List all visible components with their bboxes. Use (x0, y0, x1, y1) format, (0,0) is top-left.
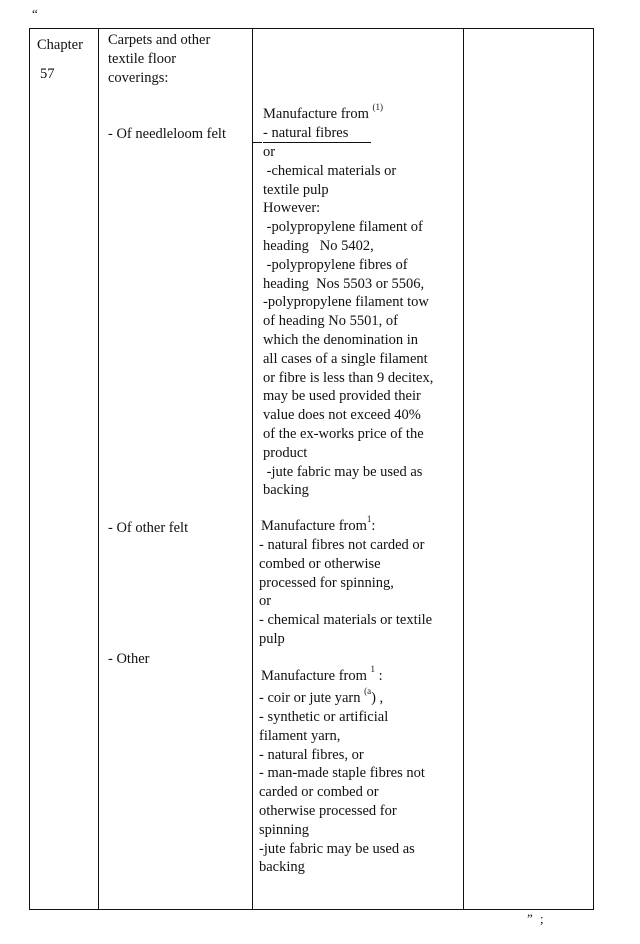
block1-details (263, 143, 433, 500)
block1-line: -polypropylene filament of (263, 219, 423, 236)
block3-line: carded or combed or (259, 784, 379, 801)
block1-line: -polypropylene fibres of (263, 256, 408, 273)
heading-line-3: coverings: (108, 70, 169, 86)
block1-line: value does not exceed 40% (263, 407, 421, 424)
block1-natural-fibres: - natural fibres (263, 125, 349, 141)
block2-line: or (259, 593, 272, 610)
block1-line: heading No 5402, (263, 237, 374, 254)
heading-line-1: Carpets and other (108, 32, 211, 48)
block2-line: - chemical materials or textile (259, 612, 433, 629)
block3-coir-jute-tail: ) , (371, 690, 384, 706)
block1-line: which the denomination in (263, 331, 419, 348)
chapter-number: 57 (40, 66, 55, 82)
block3-line: otherwise processed for (259, 802, 397, 819)
block2-title (261, 514, 376, 536)
block3-line: backing (259, 859, 305, 876)
block1-line: of heading No 5501, of (263, 313, 398, 330)
block3-footnote-ref: 1 (370, 664, 376, 675)
block1-line: However: (263, 200, 321, 217)
chapter-label: Chapter (37, 37, 83, 53)
block3-line: - man-made staple fibres not (259, 765, 425, 782)
block2-footnote-ref: 1 (366, 514, 372, 525)
heading-line-2: textile floor (108, 51, 177, 67)
block3-line: - synthetic or artificial (259, 709, 389, 725)
block2-title-colon: : (371, 518, 376, 534)
block1-underline-stub (252, 142, 262, 143)
block1-line: heading Nos 5503 or 5506, (263, 275, 425, 292)
block1-line: may be used provided their (263, 388, 421, 405)
block1-line: -chemical materials or (263, 162, 397, 179)
block2-title-text: Manufacture from (261, 518, 367, 534)
opening-quote-mark: “ (32, 6, 38, 21)
block3-line: filament yarn, (259, 727, 341, 744)
block1-line: -polypropylene filament tow (263, 294, 429, 311)
block1-line: or (263, 144, 276, 160)
block2-details (259, 536, 432, 649)
block3-line: -jute fabric may be used as (259, 840, 415, 857)
block3-title-colon: : (378, 668, 383, 684)
block2-line: combed or otherwise (259, 555, 381, 572)
block3-coir-jute (259, 686, 384, 708)
item-other: - Other (108, 651, 150, 667)
block2-line: processed for spinning, (259, 574, 394, 591)
column-divider-2 (252, 28, 253, 910)
block3-footnote-a: (a (364, 686, 372, 697)
closing-quote-mark: ” ; (527, 911, 546, 926)
block2-line: pulp (259, 630, 285, 647)
block1-line: of the ex-works price of the (263, 425, 424, 442)
block2-line: - natural fibres not carded or (259, 537, 425, 553)
column-divider-1 (98, 28, 99, 910)
block3-details (259, 708, 425, 877)
block1-line: or fibre is less than 9 decitex, (263, 369, 434, 386)
item-other-felt: - Of other felt (108, 520, 189, 536)
block1-line: -jute fabric may be used as (263, 463, 423, 480)
block3-line: - natural fibres, or (259, 746, 364, 763)
block1-line: all cases of a single filament (263, 350, 428, 367)
block1-line: backing (263, 482, 309, 499)
block1-title-text: Manufacture from (263, 106, 369, 122)
block1-line: product (263, 444, 308, 461)
block3-coir-jute-text: - coir or jute yarn (259, 690, 361, 706)
block3-line: spinning (259, 821, 309, 838)
block3-title (261, 664, 383, 686)
block1-footnote-ref: (1) (372, 102, 384, 113)
block1-line: textile pulp (263, 181, 329, 198)
block3-title-text: Manufacture from (261, 668, 367, 684)
block1-title (263, 102, 384, 124)
column-divider-3 (463, 28, 464, 910)
item-needleloom-felt: - Of needleloom felt (108, 126, 226, 142)
